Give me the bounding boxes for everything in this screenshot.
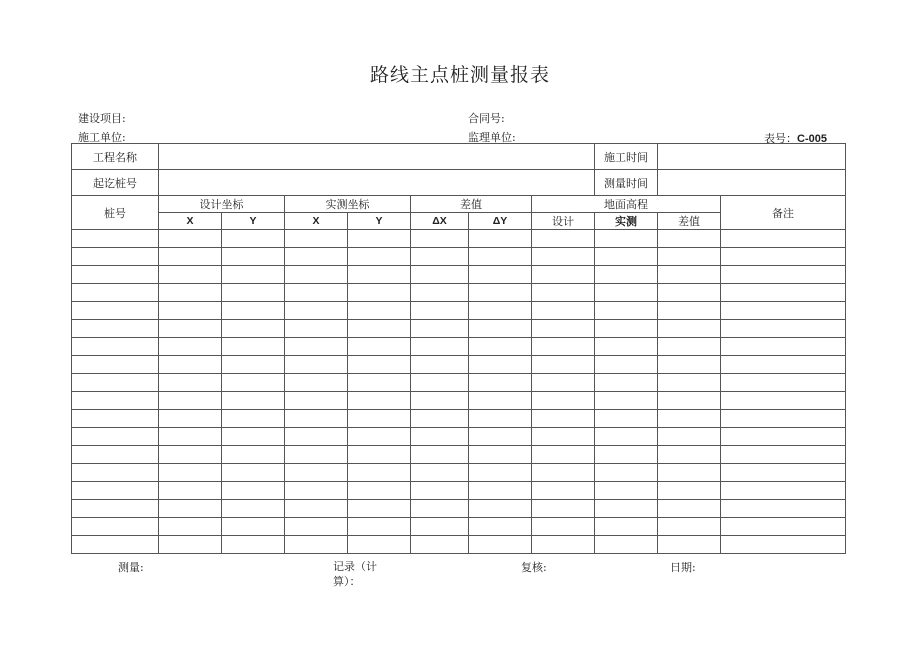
table-cell[interactable] <box>348 410 411 428</box>
table-cell[interactable] <box>469 248 532 266</box>
table-cell[interactable] <box>285 248 348 266</box>
form-title: 路线主点桩测量报表 <box>369 64 550 86</box>
table-cell[interactable] <box>222 428 285 446</box>
recorder-label-line2: 算）： <box>333 575 361 588</box>
table-cell[interactable] <box>658 446 721 464</box>
table-cell[interactable] <box>159 482 222 500</box>
table-cell[interactable] <box>469 230 532 248</box>
table-cell[interactable] <box>469 482 532 500</box>
table-cell[interactable] <box>658 284 721 302</box>
builder-label: 施工单位: <box>78 131 126 144</box>
supervisor-label: 监理单位: <box>468 131 516 144</box>
table-cell[interactable] <box>411 464 469 482</box>
table-cell[interactable] <box>159 230 222 248</box>
table-cell[interactable] <box>469 536 532 554</box>
table-cell[interactable] <box>532 536 595 554</box>
checker-label: 复核: <box>521 561 547 574</box>
table-cell[interactable] <box>348 500 411 518</box>
table-cell[interactable] <box>595 374 658 392</box>
table-cell[interactable] <box>159 428 222 446</box>
table-cell[interactable] <box>348 518 411 536</box>
table-cell[interactable] <box>348 392 411 410</box>
construction-time-label: 施工时间 <box>595 144 658 170</box>
table-cell[interactable] <box>411 410 469 428</box>
table-cell[interactable] <box>411 482 469 500</box>
table-cell[interactable] <box>595 302 658 320</box>
table-cell[interactable] <box>285 446 348 464</box>
table-cell[interactable] <box>222 482 285 500</box>
table-cell[interactable] <box>72 284 159 302</box>
table-cell[interactable] <box>222 302 285 320</box>
table-cell[interactable] <box>411 374 469 392</box>
table-cell[interactable] <box>159 518 222 536</box>
table-cell[interactable] <box>532 302 595 320</box>
table-cell[interactable] <box>348 284 411 302</box>
table-cell[interactable] <box>222 230 285 248</box>
table-cell[interactable] <box>658 500 721 518</box>
table-cell[interactable] <box>721 464 846 482</box>
table-cell[interactable] <box>72 446 159 464</box>
table-cell[interactable] <box>285 392 348 410</box>
table-cell[interactable] <box>469 356 532 374</box>
table-row <box>72 284 846 302</box>
elevation-design-header: 设计 <box>532 213 595 230</box>
table-cell[interactable] <box>658 410 721 428</box>
table-cell[interactable] <box>348 320 411 338</box>
table-cell[interactable] <box>658 536 721 554</box>
table-cell[interactable] <box>411 230 469 248</box>
table-cell[interactable] <box>532 266 595 284</box>
table-row <box>72 248 846 266</box>
table-cell[interactable] <box>595 518 658 536</box>
table-cell[interactable] <box>348 302 411 320</box>
table-cell[interactable] <box>348 536 411 554</box>
table-cell[interactable] <box>348 230 411 248</box>
table-cell[interactable] <box>285 374 348 392</box>
table-cell[interactable] <box>721 446 846 464</box>
table-cell[interactable] <box>658 482 721 500</box>
table-cell[interactable] <box>159 446 222 464</box>
stake-no-header: 桩号 <box>72 196 159 230</box>
table-cell[interactable] <box>595 284 658 302</box>
table-cell[interactable] <box>72 518 159 536</box>
table-cell[interactable] <box>658 338 721 356</box>
table-cell[interactable] <box>285 410 348 428</box>
table-cell[interactable] <box>285 338 348 356</box>
table-cell[interactable] <box>721 518 846 536</box>
table-cell[interactable] <box>222 338 285 356</box>
table-cell[interactable] <box>658 464 721 482</box>
table-cell[interactable] <box>222 392 285 410</box>
table-cell[interactable] <box>532 248 595 266</box>
table-cell[interactable] <box>532 284 595 302</box>
table-cell[interactable] <box>222 518 285 536</box>
table-row <box>72 302 846 320</box>
table-cell[interactable] <box>159 356 222 374</box>
table-cell[interactable] <box>285 428 348 446</box>
table-row <box>72 482 846 500</box>
table-cell[interactable] <box>285 320 348 338</box>
table-row <box>72 338 846 356</box>
table-cell[interactable] <box>658 392 721 410</box>
stake-range-row <box>72 170 846 196</box>
table-cell[interactable] <box>595 482 658 500</box>
measured-coord-header: 实测坐标 <box>285 196 411 213</box>
table-cell[interactable] <box>411 302 469 320</box>
table-cell[interactable] <box>72 374 159 392</box>
table-cell[interactable] <box>595 248 658 266</box>
table-row <box>72 320 846 338</box>
table-cell[interactable] <box>721 320 846 338</box>
table-cell[interactable] <box>721 284 846 302</box>
table-cell[interactable] <box>348 374 411 392</box>
table-cell[interactable] <box>159 392 222 410</box>
delta-y-header: ΔY <box>469 213 532 230</box>
design-y-header: Y <box>222 213 285 230</box>
table-cell[interactable] <box>72 266 159 284</box>
table-cell[interactable] <box>222 446 285 464</box>
table-cell[interactable] <box>469 302 532 320</box>
table-cell[interactable] <box>222 320 285 338</box>
table-cell[interactable] <box>159 410 222 428</box>
design-x-header: X <box>159 213 222 230</box>
table-cell[interactable] <box>595 500 658 518</box>
table-cell[interactable] <box>658 302 721 320</box>
measured-x-header: X <box>285 213 348 230</box>
table-cell[interactable] <box>721 302 846 320</box>
table-cell[interactable] <box>532 392 595 410</box>
table-cell[interactable] <box>532 500 595 518</box>
table-cell[interactable] <box>532 338 595 356</box>
table-cell[interactable] <box>721 374 846 392</box>
table-cell[interactable] <box>348 464 411 482</box>
table-cell[interactable] <box>411 338 469 356</box>
surveyor-label: 测量: <box>118 561 144 574</box>
table-cell[interactable] <box>72 536 159 554</box>
difference-header: 差值 <box>411 196 532 213</box>
table-cell[interactable] <box>348 248 411 266</box>
table-cell[interactable] <box>469 428 532 446</box>
table-cell[interactable] <box>532 482 595 500</box>
table-cell[interactable] <box>658 518 721 536</box>
table-cell[interactable] <box>222 266 285 284</box>
table-cell[interactable] <box>348 356 411 374</box>
date-label: 日期: <box>670 561 696 574</box>
table-cell[interactable] <box>658 248 721 266</box>
survey-time-label: 测量时间 <box>595 170 658 196</box>
table-cell[interactable] <box>595 392 658 410</box>
table-cell[interactable] <box>411 266 469 284</box>
table-cell[interactable] <box>72 428 159 446</box>
table-row <box>72 428 846 446</box>
project-name-row <box>72 144 846 170</box>
table-cell[interactable] <box>721 266 846 284</box>
recorder-label <box>333 559 377 589</box>
table-cell[interactable] <box>285 266 348 284</box>
table-row <box>72 500 846 518</box>
table-row <box>72 536 846 554</box>
table-cell[interactable] <box>595 536 658 554</box>
table-cell[interactable] <box>222 464 285 482</box>
ground-elevation-header: 地面高程 <box>532 196 721 213</box>
table-row <box>72 230 846 248</box>
table-row <box>72 410 846 428</box>
table-cell[interactable] <box>285 536 348 554</box>
table-cell[interactable] <box>222 248 285 266</box>
table-cell[interactable] <box>469 392 532 410</box>
table-cell[interactable] <box>532 410 595 428</box>
table-cell[interactable] <box>721 536 846 554</box>
table-cell[interactable] <box>285 230 348 248</box>
contract-label: 合同号: <box>468 112 505 125</box>
table-cell[interactable] <box>411 428 469 446</box>
elevation-diff-header: 差值 <box>658 213 721 230</box>
table-cell[interactable] <box>721 410 846 428</box>
table-cell[interactable] <box>658 374 721 392</box>
table-cell[interactable] <box>285 482 348 500</box>
group-header-row <box>72 196 846 213</box>
table-cell[interactable] <box>411 446 469 464</box>
table-cell[interactable] <box>159 464 222 482</box>
table-cell[interactable] <box>532 518 595 536</box>
table-cell[interactable] <box>411 518 469 536</box>
start-end-stake-label: 起讫桩号 <box>72 170 159 196</box>
table-row <box>72 446 846 464</box>
elevation-measured-header: 实测 <box>595 213 658 230</box>
table-cell[interactable] <box>595 410 658 428</box>
table-cell[interactable] <box>159 320 222 338</box>
table-cell[interactable] <box>721 428 846 446</box>
table-cell[interactable] <box>411 284 469 302</box>
form-number-value: C-005 <box>797 133 827 145</box>
table-cell[interactable] <box>72 230 159 248</box>
table-cell[interactable] <box>285 518 348 536</box>
construction-time-field[interactable] <box>658 144 846 170</box>
table-cell[interactable] <box>72 356 159 374</box>
table-cell[interactable] <box>658 320 721 338</box>
table-cell[interactable] <box>72 482 159 500</box>
table-cell[interactable] <box>411 320 469 338</box>
delta-x-header: ΔX <box>411 213 469 230</box>
table-cell[interactable] <box>595 230 658 248</box>
table-cell[interactable] <box>532 230 595 248</box>
table-cell[interactable] <box>348 482 411 500</box>
table-cell[interactable] <box>159 338 222 356</box>
table-cell[interactable] <box>348 266 411 284</box>
survey-time-field[interactable] <box>658 170 846 196</box>
table-cell[interactable] <box>595 446 658 464</box>
table-cell[interactable] <box>532 446 595 464</box>
table-cell[interactable] <box>72 500 159 518</box>
table-cell[interactable] <box>159 248 222 266</box>
table-cell[interactable] <box>721 482 846 500</box>
table-cell[interactable] <box>285 356 348 374</box>
table-cell[interactable] <box>222 500 285 518</box>
table-cell[interactable] <box>72 338 159 356</box>
table-cell[interactable] <box>159 374 222 392</box>
table-cell[interactable] <box>469 338 532 356</box>
table-cell[interactable] <box>72 248 159 266</box>
table-cell[interactable] <box>348 338 411 356</box>
table-cell[interactable] <box>411 536 469 554</box>
table-cell[interactable] <box>469 410 532 428</box>
table-cell[interactable] <box>721 248 846 266</box>
table-cell[interactable] <box>411 248 469 266</box>
table-cell[interactable] <box>658 428 721 446</box>
table-cell[interactable] <box>222 374 285 392</box>
table-cell[interactable] <box>721 230 846 248</box>
table-cell[interactable] <box>721 338 846 356</box>
table-cell[interactable] <box>595 464 658 482</box>
table-cell[interactable] <box>658 266 721 284</box>
table-cell[interactable] <box>469 464 532 482</box>
project-name-label: 工程名称 <box>72 144 159 170</box>
table-cell[interactable] <box>411 392 469 410</box>
table-cell[interactable] <box>348 446 411 464</box>
table-cell[interactable] <box>285 500 348 518</box>
design-coord-header: 设计坐标 <box>159 196 285 213</box>
table-cell[interactable] <box>222 284 285 302</box>
recorder-label-line1: 记录（计 <box>333 560 377 573</box>
form-number-label: 表号： <box>764 132 797 145</box>
table-cell[interactable] <box>159 284 222 302</box>
table-cell[interactable] <box>721 392 846 410</box>
project-name-field[interactable] <box>159 144 595 170</box>
table-cell[interactable] <box>532 356 595 374</box>
table-cell[interactable] <box>159 302 222 320</box>
table-row <box>72 464 846 482</box>
table-row <box>72 374 846 392</box>
table-cell[interactable] <box>469 500 532 518</box>
table-cell[interactable] <box>658 356 721 374</box>
table-cell[interactable] <box>222 356 285 374</box>
table-row <box>72 266 846 284</box>
table-cell[interactable] <box>721 500 846 518</box>
table-cell[interactable] <box>222 536 285 554</box>
start-end-stake-field[interactable] <box>159 170 595 196</box>
table-cell[interactable] <box>411 356 469 374</box>
table-cell[interactable] <box>595 428 658 446</box>
table-cell[interactable] <box>469 320 532 338</box>
table-row <box>72 356 846 374</box>
table-cell[interactable] <box>595 356 658 374</box>
project-label: 建设项目: <box>78 112 126 125</box>
table-cell[interactable] <box>72 392 159 410</box>
table-cell[interactable] <box>222 410 285 428</box>
table-cell[interactable] <box>159 266 222 284</box>
table-cell[interactable] <box>159 500 222 518</box>
table-cell[interactable] <box>72 302 159 320</box>
table-cell[interactable] <box>72 464 159 482</box>
table-cell[interactable] <box>469 374 532 392</box>
table-cell[interactable] <box>469 518 532 536</box>
table-cell[interactable] <box>469 284 532 302</box>
table-cell[interactable] <box>469 266 532 284</box>
table-cell[interactable] <box>595 320 658 338</box>
table-cell[interactable] <box>658 230 721 248</box>
table-row <box>72 518 846 536</box>
measured-y-header: Y <box>348 213 411 230</box>
table-cell[interactable] <box>72 320 159 338</box>
table-cell[interactable] <box>411 500 469 518</box>
remarks-header: 备注 <box>721 196 846 230</box>
table-cell[interactable] <box>532 464 595 482</box>
table-cell[interactable] <box>469 446 532 464</box>
table-cell[interactable] <box>532 320 595 338</box>
table-cell[interactable] <box>595 266 658 284</box>
table-cell[interactable] <box>72 410 159 428</box>
table-cell[interactable] <box>285 302 348 320</box>
table-cell[interactable] <box>595 338 658 356</box>
table-cell[interactable] <box>721 356 846 374</box>
table-cell[interactable] <box>159 536 222 554</box>
table-cell[interactable] <box>285 464 348 482</box>
table-cell[interactable] <box>348 428 411 446</box>
table-cell[interactable] <box>532 428 595 446</box>
table-row <box>72 392 846 410</box>
table-cell[interactable] <box>532 374 595 392</box>
survey-table <box>71 143 846 554</box>
table-cell[interactable] <box>285 284 348 302</box>
